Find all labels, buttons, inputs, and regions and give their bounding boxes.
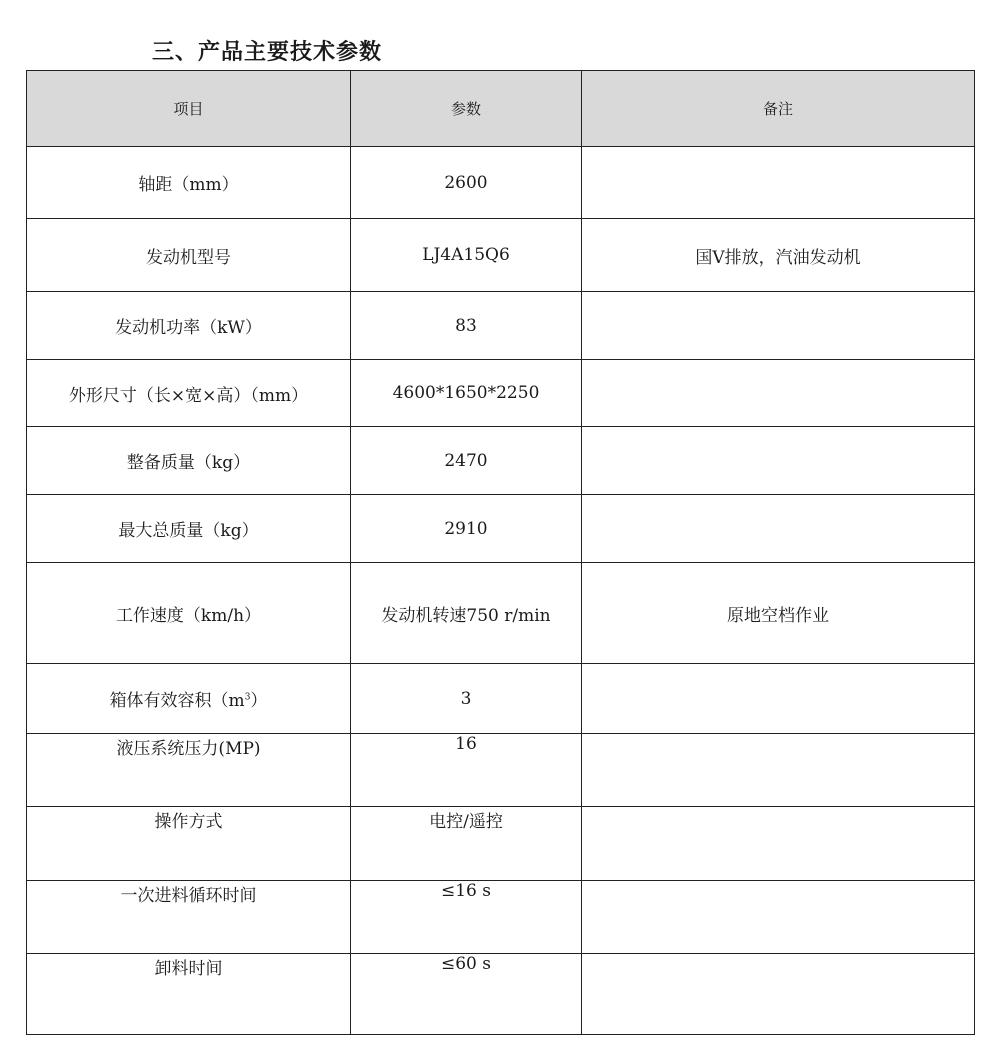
- row-item: 整备质量（kg）: [27, 427, 351, 495]
- row-item: 发动机功率（kW）: [27, 292, 351, 360]
- parameters-table: [26, 70, 975, 1035]
- row-note: [582, 954, 975, 1035]
- table-row: [27, 360, 975, 427]
- row-item: 液压系统压力(MP): [27, 734, 351, 807]
- table-row: [27, 147, 975, 219]
- table-row: [27, 219, 975, 292]
- row-note: 国Ⅴ排放，汽油发动机: [582, 219, 975, 292]
- row-item: 轴距（mm）: [27, 147, 351, 219]
- row-value: LJ4A15Q6: [351, 219, 582, 292]
- header-note: 备注: [582, 71, 975, 147]
- table-row: [27, 881, 975, 954]
- row-item: [27, 664, 351, 734]
- row-item: 工作速度（km/h）: [27, 563, 351, 664]
- row-value: 3: [351, 664, 582, 734]
- row-item: 卸料时间: [27, 954, 351, 1035]
- row-item: 一次进料循环时间: [27, 881, 351, 954]
- row-value: ≤16 s: [351, 881, 582, 954]
- row-value: 4600*1650*2250: [351, 360, 582, 427]
- row-item-close: ）: [250, 691, 268, 711]
- row-note: [582, 807, 975, 881]
- row-item: 最大总质量（kg）: [27, 495, 351, 563]
- table-row: [27, 807, 975, 881]
- row-value: 16: [351, 734, 582, 807]
- table-row: [27, 292, 975, 360]
- table-row: [27, 495, 975, 563]
- row-note: [582, 881, 975, 954]
- section-heading: 三、产品主要技术参数: [152, 40, 383, 65]
- row-note: [582, 495, 975, 563]
- superscript-three: 3: [244, 692, 251, 703]
- row-value: 2470: [351, 427, 582, 495]
- row-value: 83: [351, 292, 582, 360]
- table-header-row: [27, 71, 975, 147]
- table-row: [27, 954, 975, 1035]
- row-value: 发动机转速750 r/min: [351, 563, 582, 664]
- table-row: [27, 664, 975, 734]
- row-item-text: 箱体有效容积（m: [109, 691, 245, 711]
- row-item: 操作方式: [27, 807, 351, 881]
- row-note: [582, 147, 975, 219]
- header-value: 参数: [351, 71, 582, 147]
- header-item: 项目: [27, 71, 351, 147]
- row-value: 2600: [351, 147, 582, 219]
- row-value: 电控/遥控: [351, 807, 582, 881]
- table-row: [27, 563, 975, 664]
- row-note: [582, 427, 975, 495]
- row-note: [582, 664, 975, 734]
- table-row: [27, 734, 975, 807]
- row-value: ≤60 s: [351, 954, 582, 1035]
- row-note: 原地空档作业: [582, 563, 975, 664]
- row-note: [582, 292, 975, 360]
- table-row: [27, 427, 975, 495]
- row-item: 发动机型号: [27, 219, 351, 292]
- row-item: 外形尺寸（长×宽×高）（mm）: [27, 360, 351, 427]
- row-note: [582, 734, 975, 807]
- row-value: 2910: [351, 495, 582, 563]
- row-note: [582, 360, 975, 427]
